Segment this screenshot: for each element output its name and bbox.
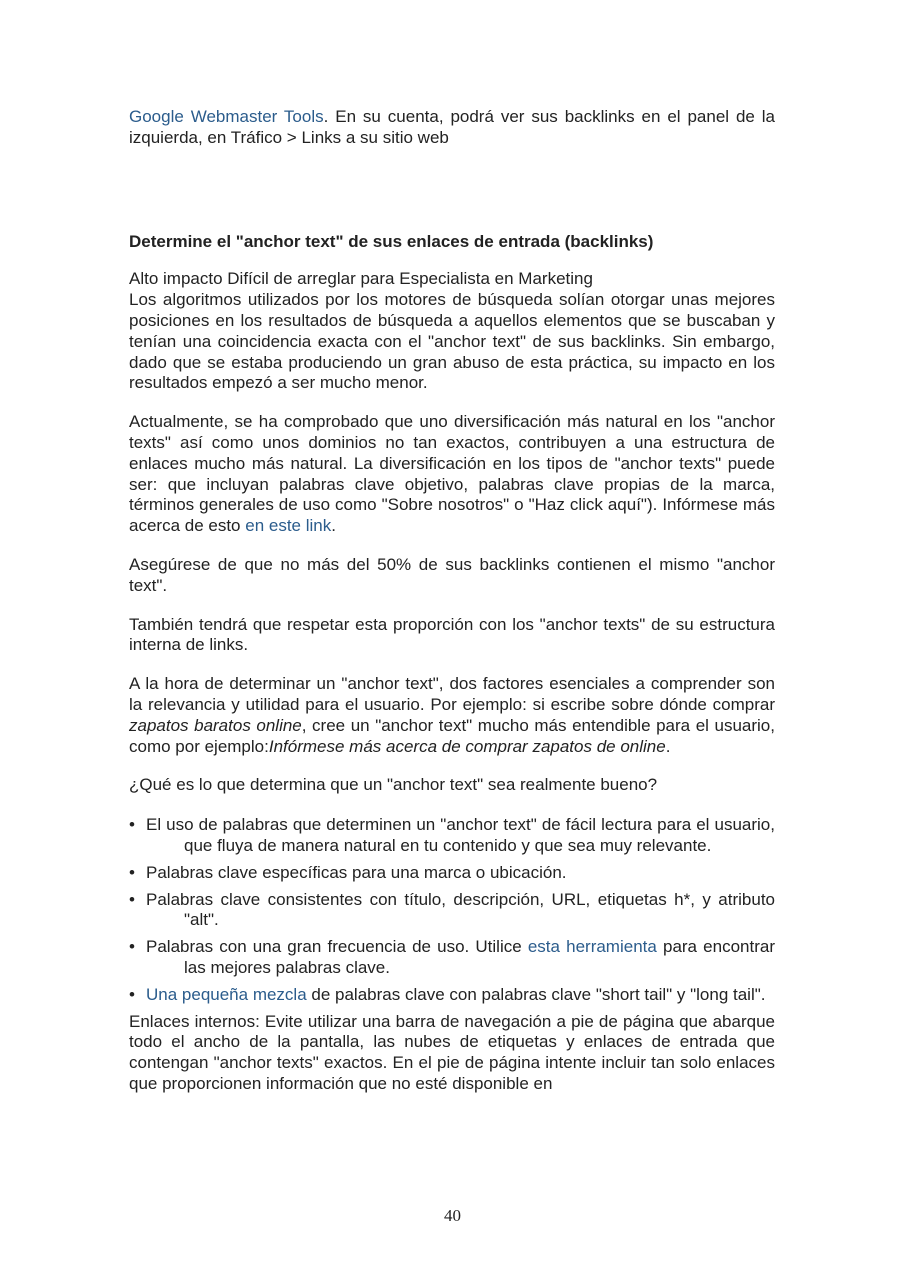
list-item-text-post: de palabras clave con palabras clave "short tail" y "long tail". (306, 984, 766, 1004)
criteria-list (129, 815, 775, 1005)
list-item-text (146, 937, 775, 979)
page-content (129, 107, 775, 1095)
paragraph-diversification (129, 412, 775, 537)
bullet-dot: • (129, 862, 135, 882)
paragraph-example (129, 674, 775, 757)
list-item-text: El uso de palabras que determinen un "anchor text" de fácil lectura para el usuario, que fluya de manera natural en tu contenido y que sea muy relevante. (146, 815, 775, 855)
page-number: 40 (444, 1206, 461, 1225)
section-heading: Determine el "anchor text" de sus enlaces de entrada (backlinks) (129, 231, 654, 251)
example-italic-1: zapatos baratos online (129, 715, 302, 735)
example-italic-2: Infórmese más acerca de comprar zapatos de online (268, 736, 666, 756)
paragraph-algorithms: Los algoritmos utilizados por los motores de búsqueda solían otorgar unas mejores posiciones en los resultados de búsqueda a aquellos elementos que se buscaban y tenían una coincidencia exacta con el "anchor text" de sus backlinks. Sin embargo, dado que se estaba produciendo un gran abuso de esta práctica, su impacto en los resultados empezó a ser mucho menor. (129, 290, 775, 393)
paragraph-internal-links: Enlaces internos: Evite utilizar una barra de navegación a pie de página que abarque todo el ancho de la pantalla, las nubes de etiquetas y enlaces de entrada que contengan "anchor texts" exactos. En el pie de página intente incluir tan solo enlaces que proporcionen información que no esté disponible en (129, 1011, 775, 1093)
example-text-c: . (665, 736, 671, 756)
intro-text: . En su cuenta, podrá ver sus backlinks en el panel de la izquierda, en Tráfico > Links a su sitio web (129, 107, 775, 147)
list-item-text-pre: Palabras con una gran frecuencia de uso. Utilice (146, 937, 528, 957)
paragraph-diversification-end: . (331, 516, 336, 536)
list-item-text: Palabras clave específicas para una marca o ubicación. (146, 862, 567, 882)
bullet-dot: • (129, 984, 135, 1004)
paragraph-fifty-percent: Asegúrese de que no más del 50% de sus backlinks contienen el mismo "anchor text". (129, 554, 775, 595)
bullet-dot: • (129, 889, 135, 909)
example-text-a: A la hora de determinar un "anchor text", dos factores esenciales a comprender son la relevancia y utilidad para el usuario. Por ejemplo: si escribe sobre dónde comprar (129, 674, 775, 714)
impact-line: Alto impacto Difícil de arreglar para Especialista en Marketing (129, 269, 593, 289)
example-text-b: , cree un "anchor text" mucho más entendible para el usuario, como por ejemplo: (129, 715, 775, 756)
list-item (129, 985, 775, 1006)
paragraph-diversification-text: Actualmente, se ha comprobado que uno diversificación más natural en los "anchor texts" así como unos dominios no tan exactos, contribuyen a una estructura de enlaces mucho más natural. La diversificación en los tipos de "anchor texts" puede ser: que incluyan palabras clave objetivo, palabras clave propias de la marca, términos generales de uso como "Sobre nosotros" o "Haz click aquí"). Infórmese más acerca de esto (129, 412, 775, 536)
google-webmaster-tools-link[interactable]: Google Webmaster Tools (129, 107, 324, 126)
question-line: ¿Qué es lo que determina que un "anchor text" sea realmente bueno? (129, 775, 658, 795)
en-este-link[interactable]: en este link (245, 516, 332, 536)
list-item (129, 937, 775, 979)
list-item-text (146, 985, 775, 1006)
list-item (129, 815, 775, 857)
list-item-text-post: para encontrar las mejores palabras clave. (184, 937, 775, 977)
bullet-dot: • (129, 815, 135, 835)
list-item-text: Palabras clave consistentes con título, descripción, URL, etiquetas h*, y atributo "alt". (146, 889, 775, 930)
bullet-dot: • (129, 937, 135, 957)
intro-paragraph (129, 107, 775, 149)
esta-herramienta-link[interactable]: esta herramienta (527, 937, 657, 957)
una-pequena-mezcla-link[interactable]: Una pequeña mezcla (146, 984, 307, 1004)
paragraph-internal-proportion: También tendrá que respetar esta proporción con los "anchor texts" de su estructura interna de links. (129, 614, 775, 655)
list-item (129, 890, 775, 932)
list-item (129, 863, 775, 884)
